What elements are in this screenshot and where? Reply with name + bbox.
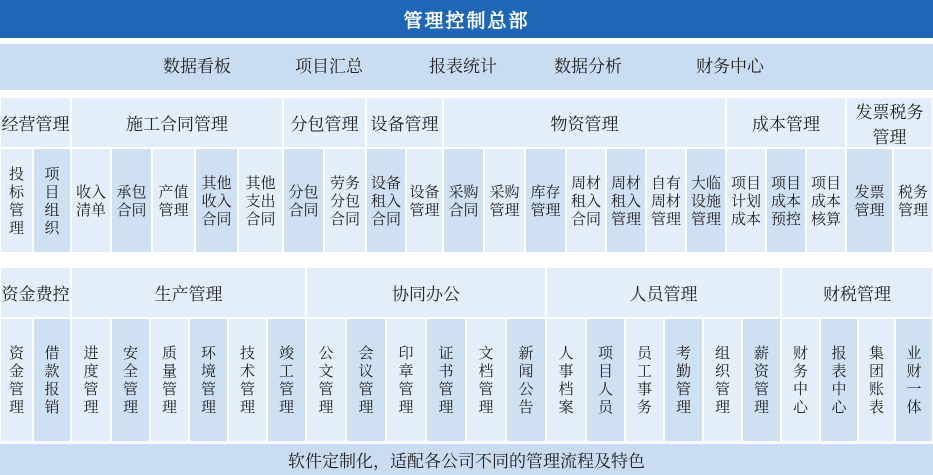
module-item-label: 分包 合同 <box>288 182 319 219</box>
module-item[interactable] <box>485 149 524 252</box>
module-item[interactable] <box>427 319 465 441</box>
module-group-1-label: 资金费控 <box>1 285 70 305</box>
module-item-label: 员 工 事 务 <box>636 344 652 416</box>
module-group-2[interactable] <box>72 268 305 317</box>
module-group-3-label: 协同办公 <box>392 285 460 305</box>
module-item-label: 税务 管理 <box>897 182 928 219</box>
module-group-1[interactable] <box>1 98 70 147</box>
module-item-label: 业 财 一 体 <box>906 344 922 416</box>
nav-item-data-analysis[interactable]: 数据分析 <box>554 57 622 77</box>
module-item-label: 集 团 账 表 <box>868 344 884 416</box>
module-item[interactable] <box>151 319 188 441</box>
module-group-4-label: 设备管理 <box>370 115 439 135</box>
module-group-2-label: 施工合同管理 <box>126 115 228 135</box>
module-item[interactable] <box>72 149 110 252</box>
nav-item-dashboard[interactable]: 数据看板 <box>163 57 231 77</box>
module-item[interactable] <box>704 319 741 441</box>
module-group-5-label: 财税管理 <box>823 285 891 305</box>
module-item-label: 设备 管理 <box>409 182 440 219</box>
module-group-7-label: 发票税务 管理 <box>855 102 924 147</box>
module-item[interactable] <box>196 149 237 252</box>
module-item-label: 借 款 报 销 <box>44 344 60 416</box>
module-item[interactable] <box>153 149 194 252</box>
module-group-6-label: 成本管理 <box>752 115 820 135</box>
module-item-label: 进 度 管 理 <box>83 344 99 416</box>
module-item[interactable] <box>229 319 266 441</box>
module-item-label: 发票 管理 <box>854 182 885 219</box>
module-item-label: 投 标 管 理 <box>8 164 24 237</box>
module-item-label: 承包 合同 <box>116 182 147 219</box>
module-group-3-label: 分包管理 <box>290 115 359 135</box>
module-item-label: 新 闻 公 告 <box>518 344 534 416</box>
module-item-label: 收入 清单 <box>75 182 106 219</box>
module-item[interactable] <box>743 319 780 441</box>
module-item-label: 环 境 管 理 <box>200 344 216 416</box>
module-item[interactable] <box>239 149 282 252</box>
module-item-label: 文 档 管 理 <box>478 344 494 416</box>
module-item[interactable] <box>387 319 425 441</box>
module-item[interactable] <box>526 149 565 252</box>
module-item[interactable] <box>567 149 605 252</box>
module-item[interactable] <box>607 149 645 252</box>
module-group-7[interactable] <box>847 98 932 147</box>
module-item[interactable] <box>767 149 805 252</box>
module-item[interactable] <box>687 149 725 252</box>
module-item[interactable] <box>859 319 894 441</box>
module-item-label: 自有 周材 管理 <box>650 173 681 228</box>
module-item-label: 印 章 管 理 <box>398 344 414 416</box>
module-item[interactable] <box>647 149 685 252</box>
module-item-label: 资 金 管 理 <box>8 344 24 416</box>
module-group-2[interactable] <box>72 98 282 147</box>
module-group-1[interactable] <box>1 268 70 317</box>
module-item[interactable] <box>821 319 857 441</box>
module-item-label: 其他 支出 合同 <box>245 173 276 228</box>
module-group-1-label: 经营管理 <box>1 115 70 135</box>
footer-text: 软件定制化，适配各公司不同的管理流程及特色 <box>288 452 645 472</box>
module-item[interactable] <box>407 149 442 252</box>
module-item[interactable] <box>190 319 227 441</box>
module-item[interactable] <box>847 149 892 252</box>
module-item[interactable] <box>626 319 663 441</box>
module-item[interactable] <box>444 149 483 252</box>
module-item[interactable] <box>112 149 151 252</box>
module-item[interactable] <box>467 319 505 441</box>
module-group-4[interactable] <box>547 268 780 317</box>
module-item-label: 项目 成本 核算 <box>810 173 841 228</box>
page-title: 管理控制总部 <box>403 9 530 32</box>
module-item-label: 报 表 中 心 <box>831 344 847 416</box>
module-item[interactable] <box>325 149 365 252</box>
nav-item-finance-center[interactable]: 财务中心 <box>696 57 764 77</box>
module-item-label: 劳务 分包 合同 <box>329 173 360 228</box>
module-item-label: 周材 租入 合同 <box>570 173 601 228</box>
module-group-2-label: 生产管理 <box>154 285 223 305</box>
module-item-label: 会 议 管 理 <box>358 344 374 416</box>
module-item-label: 项目 成本 预控 <box>770 173 801 228</box>
footer-bar <box>0 444 933 475</box>
module-group-5[interactable] <box>444 98 725 147</box>
module-group-3[interactable] <box>284 98 365 147</box>
module-item[interactable] <box>807 149 845 252</box>
module-item[interactable] <box>587 319 624 441</box>
module-group-4-label: 人员管理 <box>629 285 698 305</box>
module-item[interactable] <box>367 149 405 252</box>
module-item[interactable] <box>72 319 110 441</box>
module-item-label: 薪 资 管 理 <box>753 344 769 416</box>
module-item-label: 项 目 人 员 <box>597 344 613 416</box>
nav-item-report-stats[interactable]: 报表统计 <box>429 57 497 77</box>
module-item-label: 财 务 中 心 <box>792 344 808 416</box>
module-item-label: 采购 合同 <box>448 182 479 219</box>
module-item-label: 证 书 管 理 <box>438 344 454 416</box>
nav-item-project-summary[interactable]: 项目汇总 <box>295 57 363 77</box>
module-item-label: 产值 管理 <box>158 182 189 219</box>
module-item[interactable] <box>727 149 765 252</box>
module-item[interactable] <box>1 149 32 252</box>
module-item-label: 公 文 管 理 <box>318 344 334 416</box>
module-item-label: 项 目 组 织 <box>44 164 60 237</box>
module-item-label: 组 织 管 理 <box>714 344 730 416</box>
module-item[interactable] <box>112 319 149 441</box>
module-item-label: 采购 管理 <box>489 182 520 219</box>
module-item-label: 安 全 管 理 <box>122 344 138 416</box>
module-item[interactable] <box>507 319 545 441</box>
module-item[interactable] <box>284 149 323 252</box>
module-group-4[interactable] <box>367 98 442 147</box>
module-item-label: 人 事 档 案 <box>558 344 574 416</box>
module-item[interactable] <box>307 319 345 441</box>
module-item-label: 质 量 管 理 <box>161 344 177 416</box>
module-item[interactable] <box>347 319 385 441</box>
module-item-label: 技 术 管 理 <box>239 344 255 416</box>
module-item[interactable] <box>896 319 932 441</box>
module-item-label: 竣 工 管 理 <box>278 344 294 416</box>
module-item[interactable] <box>1 319 32 441</box>
module-item-label: 设备 租入 合同 <box>370 173 401 228</box>
header-bar <box>0 0 933 38</box>
module-item-label: 周材 租入 管理 <box>610 173 641 228</box>
module-group-6[interactable] <box>727 98 845 147</box>
module-item[interactable] <box>34 149 70 252</box>
module-group-5[interactable] <box>782 268 932 317</box>
top-nav <box>0 44 933 90</box>
module-item[interactable] <box>547 319 585 441</box>
module-item[interactable] <box>34 319 70 441</box>
module-item-label: 项目 计划 成本 <box>730 173 761 228</box>
module-item-label: 库存 管理 <box>530 182 561 219</box>
module-item[interactable] <box>894 149 932 252</box>
module-item-label: 大临 设施 管理 <box>690 173 721 228</box>
module-group-5-label: 物资管理 <box>550 115 619 135</box>
module-item[interactable] <box>782 319 819 441</box>
module-item-label: 考 勤 管 理 <box>675 344 691 416</box>
module-item[interactable] <box>665 319 702 441</box>
module-item-label: 其他 收入 合同 <box>201 173 232 228</box>
module-item[interactable] <box>268 319 305 441</box>
module-group-3[interactable] <box>307 268 545 317</box>
